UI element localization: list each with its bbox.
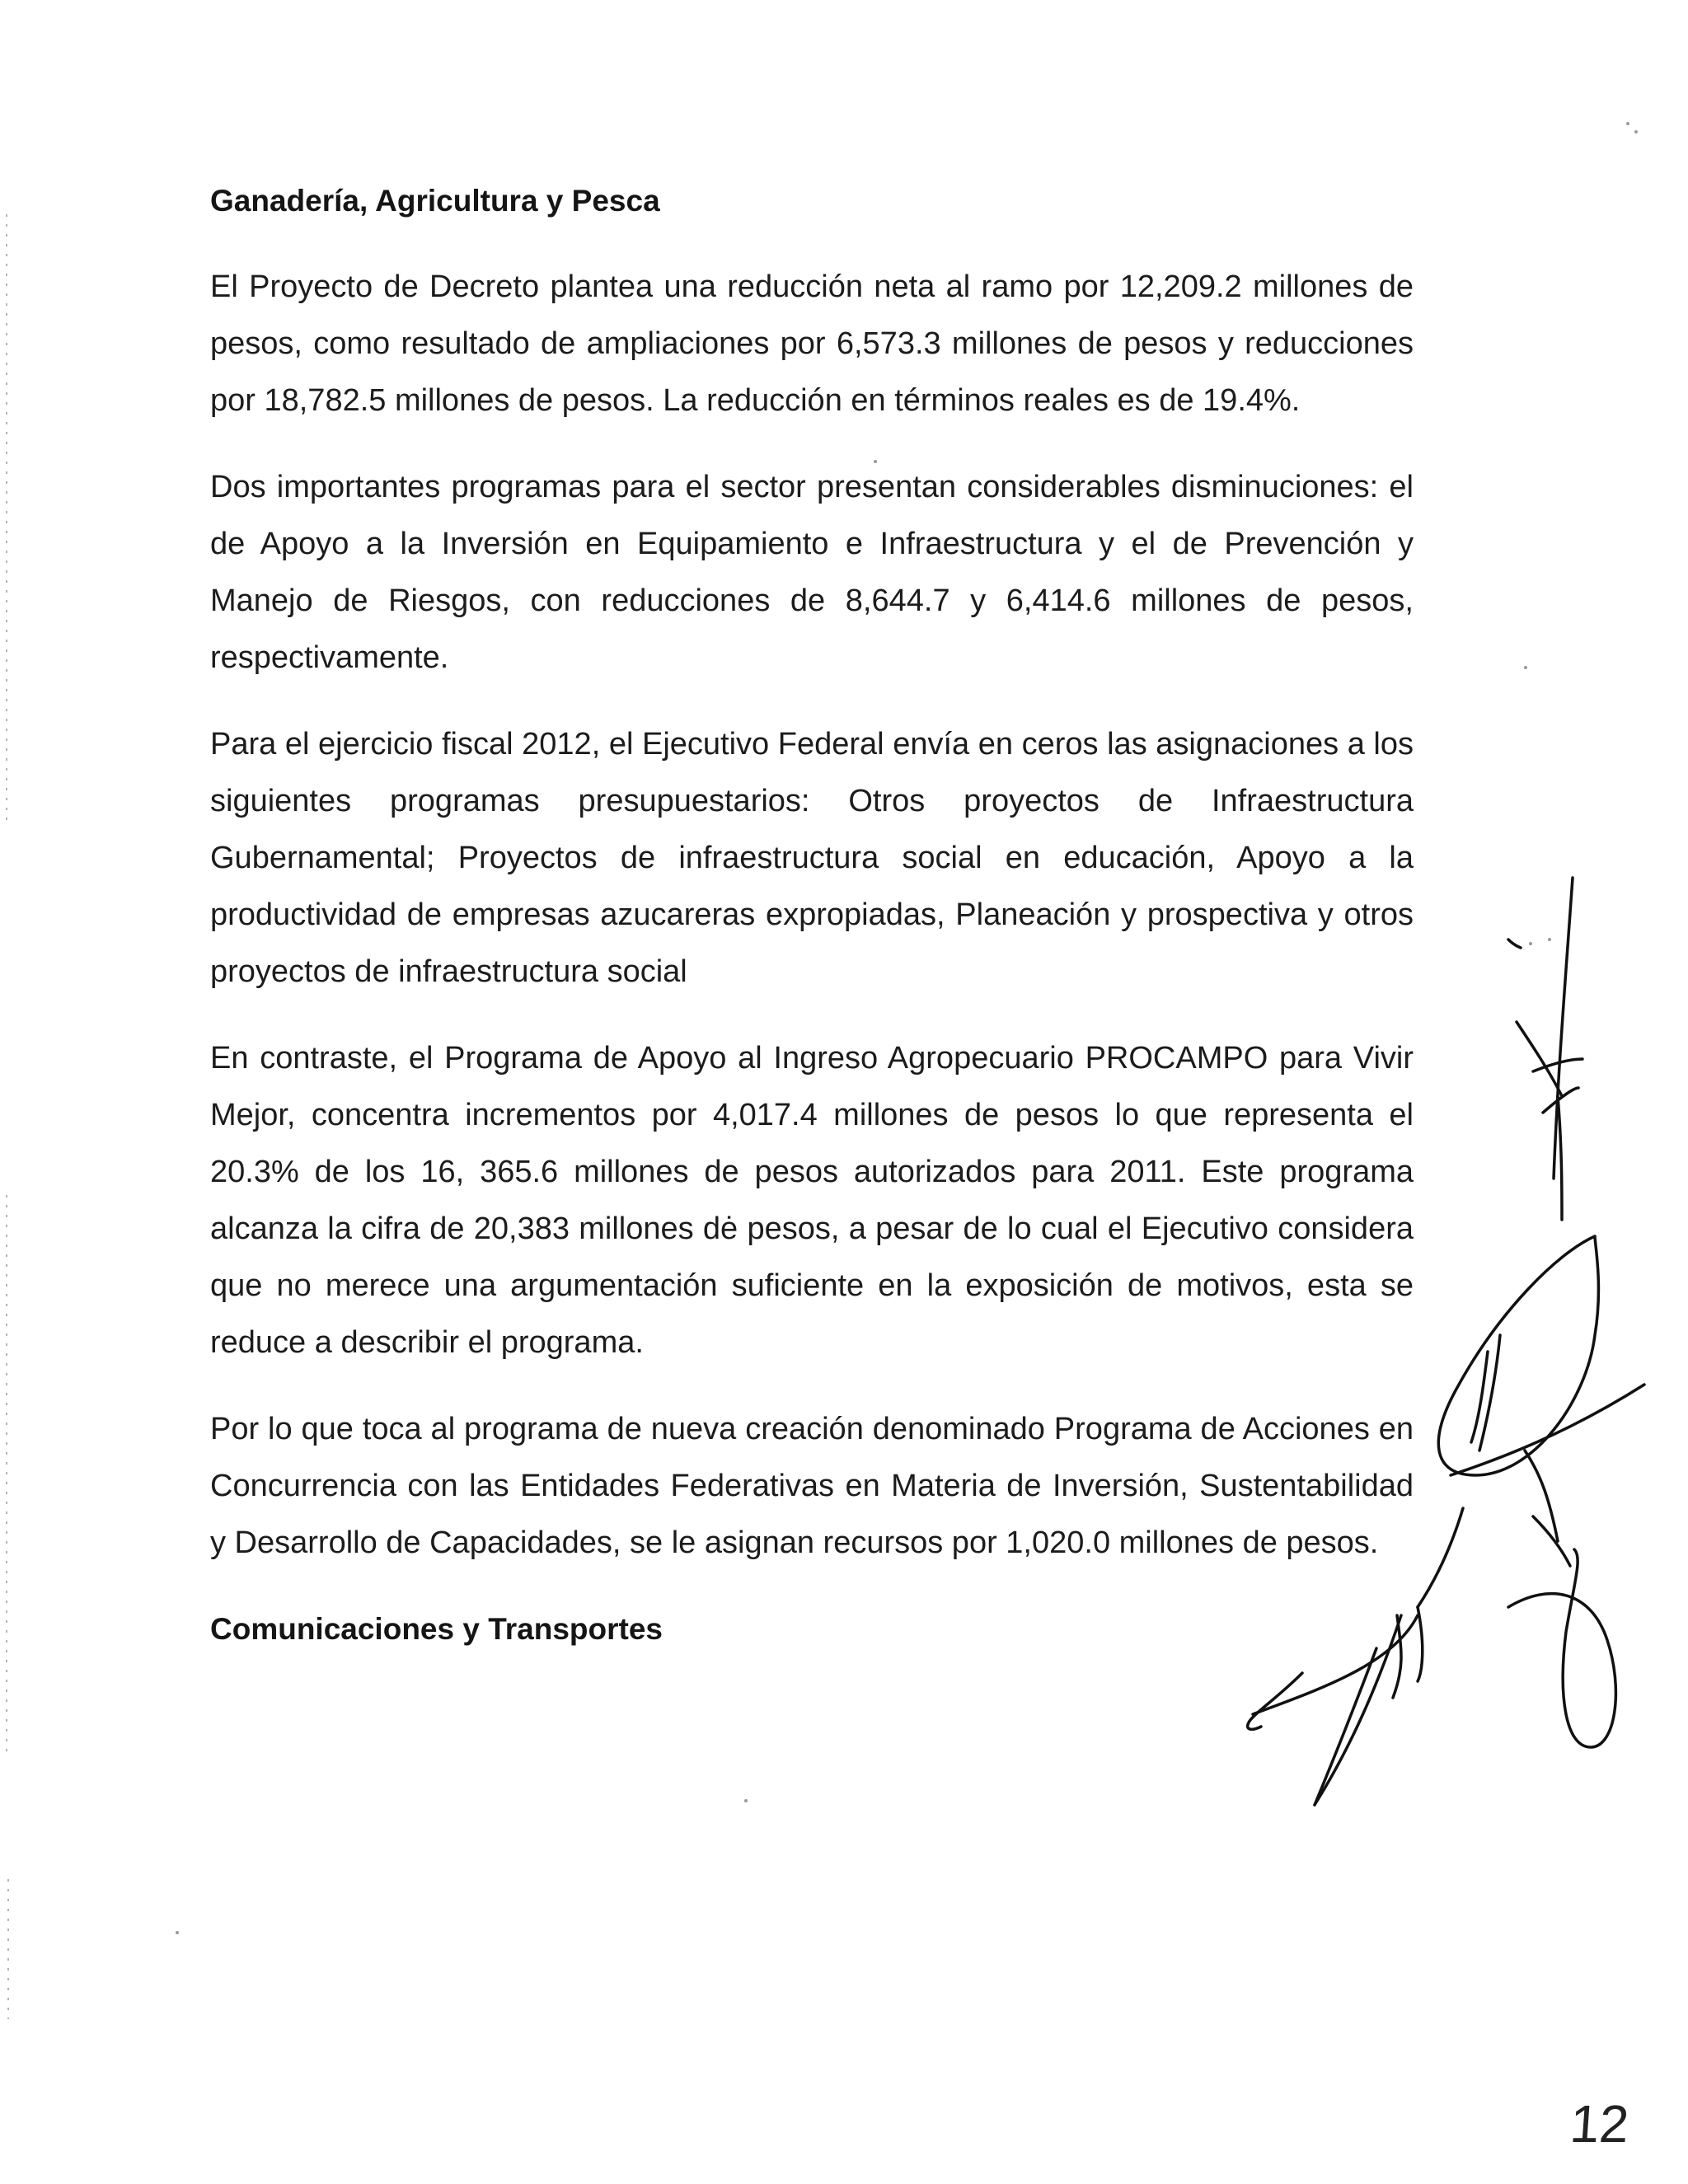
section-heading-comunicaciones: Comunicaciones y Transportes xyxy=(210,1612,663,1646)
page-number: 12 xyxy=(1568,2094,1631,2154)
section-heading-ganaderia: Ganadería, Agricultura y Pesca xyxy=(210,184,660,218)
paragraph-3: Para el ejercicio fiscal 2012, el Ejecutivo Federal envía en ceros las asignaciones a los siguientes programas presupuestarios: Otros proyectos de Infraestructura Gubernamental; Proyectos de infraestructura social en educación, Apoyo a la productividad de empresas azucareras expropiadas, Planeación y prospectiva y otros proyectos de infraestructura social xyxy=(210,727,1414,989)
paragraph-1: El Proyecto de Decreto plantea una reducción neta al ramo por 12,209.2 millones de pesos, como resultado de ampliaciones por 6,573.3 millones de pesos y reducciones por 18,782.5 millones de pesos. La reducción en términos reales es de 19.4%. xyxy=(210,269,1414,418)
paragraph-5: Por lo que toca al programa de nueva creación denominado Programa de Acciones en Concurrencia con las Entidades Federativas en Materia de Inversión, Sustentabilidad y Desarrollo de Capacidades, se le asignan recursos por 1,020.0 millones de pesos. xyxy=(210,1412,1414,1560)
paragraph-4: En contraste, el Programa de Apoyo al Ingreso Agropecuario PROCAMPO para Vivir Mejor, concentra incrementos por 4,017.4 millones de pesos lo que representa el 20.3% de los 16, 365.6 millones de pesos autorizados para 2011. Este programa alcanza la cifra de 20,383 millones dė pesos, a pesar de lo cual el Ejecutivo considera que no merece una argumentación suficiente en la exposición de motivos, esta se reduce a describir el programa. xyxy=(210,1041,1414,1360)
paragraph-2: Dos importantes programas para el sector presentan considerables disminuciones: el de Apoyo a la Inversión en Equipamiento e Infraestructura y el de Prevención y Manejo de Riesgos, con reducciones de 8,644.7 y 6,414.6 millones de pesos, respectivamente. xyxy=(210,470,1414,675)
document-body xyxy=(210,180,1414,1651)
